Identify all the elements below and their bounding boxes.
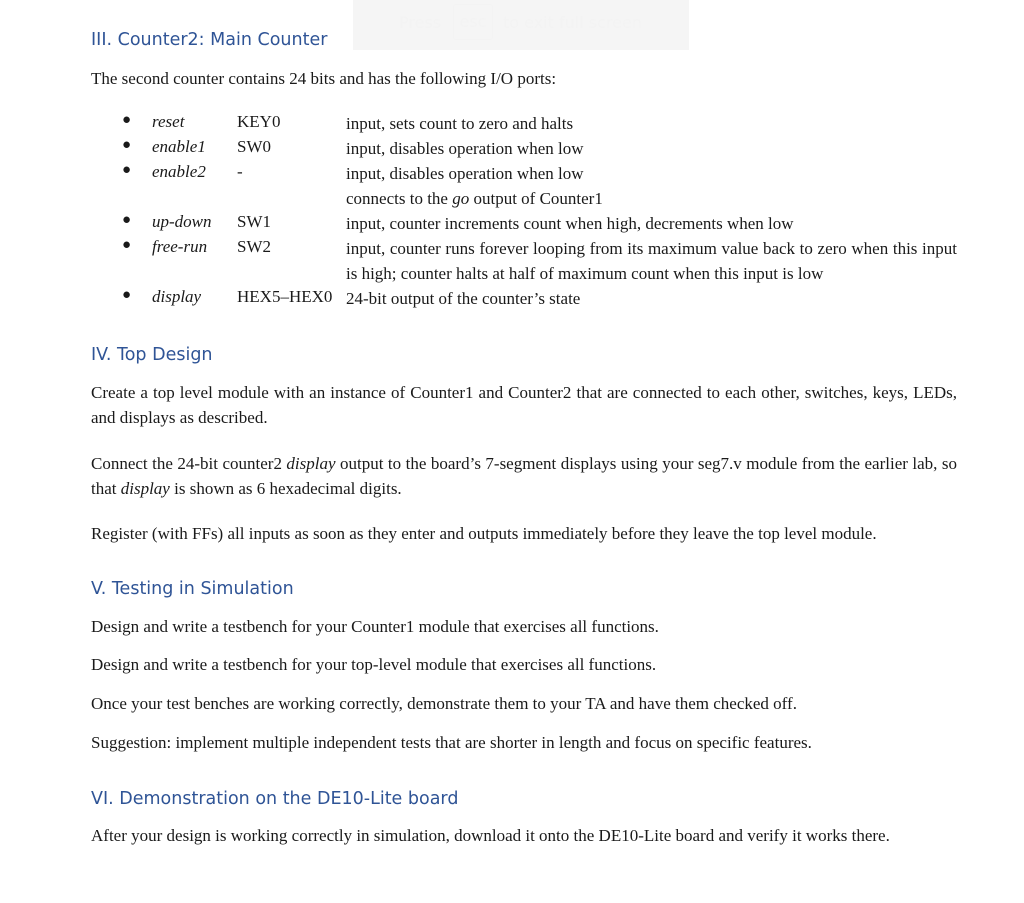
- port-pin: SW2: [237, 237, 271, 256]
- section-4-paragraph-1: Create a top level module with an instance of Counter1 and Counter2 that are connected to each other, switches, keys, LEDs, and displays as described.: [91, 383, 957, 427]
- port-description: 24-bit output of the counter’s state: [346, 289, 581, 308]
- section-5-paragraph-2: Design and write a testbench for your top-level module that exercises all functions.: [91, 655, 657, 674]
- port-item-up-down: [91, 212, 957, 237]
- port-item-free-run: [91, 237, 957, 287]
- bullet-icon: ●: [122, 212, 132, 228]
- bullet-icon: ●: [122, 237, 132, 253]
- section-4-heading: IV. Top Design: [91, 345, 213, 365]
- port-name: reset: [152, 112, 185, 131]
- section-6-heading: VI. Demonstration on the DE10-Lite board: [91, 789, 459, 809]
- port-pin: HEX5–HEX0: [237, 287, 333, 306]
- bullet-icon: ●: [122, 287, 132, 303]
- port-pin: SW1: [237, 212, 271, 231]
- section-5-heading: V. Testing in Simulation: [91, 579, 294, 599]
- port-description: input, counter increments count when high, decrements when low: [346, 214, 794, 233]
- port-pin: -: [237, 162, 243, 181]
- fullscreen-hint-press: Press: [399, 13, 442, 32]
- section-6-paragraph-1: After your design is working correctly in simulation, download it onto the DE10-Lite board and verify it works there.: [91, 826, 890, 845]
- section-3-heading: III. Counter2: Main Counter: [91, 30, 328, 50]
- section-4-paragraph-3: Register (with FFs) all inputs as soon as they enter and outputs immediately before they leave the top level module.: [91, 524, 877, 543]
- port-name: enable1: [152, 137, 206, 156]
- fullscreen-hint-text: to exit full screen: [503, 13, 642, 32]
- port-description: input, sets count to zero and halts: [346, 114, 574, 133]
- port-item-display: [91, 287, 957, 312]
- port-name: display: [152, 287, 202, 306]
- port-description: input, disables operation when low: [346, 139, 584, 158]
- section-5-paragraph-3: Once your test benches are working correctly, demonstrate them to your TA and have them checked off.: [91, 694, 797, 713]
- port-pin: KEY0: [237, 112, 281, 131]
- port-description: input, counter runs forever looping from its maximum value back to zero when this input is high; counter halts at half of maximum count when this input is low: [346, 239, 957, 283]
- port-name: free-run: [152, 237, 208, 256]
- bullet-icon: ●: [122, 137, 132, 153]
- bullet-icon: ●: [122, 162, 132, 178]
- section-4-paragraph-2: Connect the 24-bit counter2 display output to the board’s 7-segment displays using your seg7.v module from the earlier lab, so that display is shown as 6 hexadecimal digits.: [91, 454, 957, 498]
- section-3-intro: The second counter contains 24 bits and has the following I/O ports:: [91, 69, 557, 88]
- section-5-paragraph-4: Suggestion: implement multiple independent tests that are shorter in length and focus on specific features.: [91, 733, 812, 752]
- port-pin: SW0: [237, 137, 271, 156]
- port-item-enable1: [91, 137, 957, 162]
- port-name: enable2: [152, 162, 206, 181]
- port-item-enable2: [91, 162, 957, 212]
- esc-key-badge: esc: [453, 4, 493, 40]
- section-5-paragraph-1: Design and write a testbench for your Counter1 module that exercises all functions.: [91, 617, 659, 636]
- port-item-reset: [91, 112, 957, 137]
- port-description: input, disables operation when low connects to the go output of Counter1: [346, 164, 603, 208]
- port-name: up-down: [152, 212, 212, 231]
- fullscreen-exit-hint: [353, 0, 689, 50]
- bullet-icon: ●: [122, 112, 132, 128]
